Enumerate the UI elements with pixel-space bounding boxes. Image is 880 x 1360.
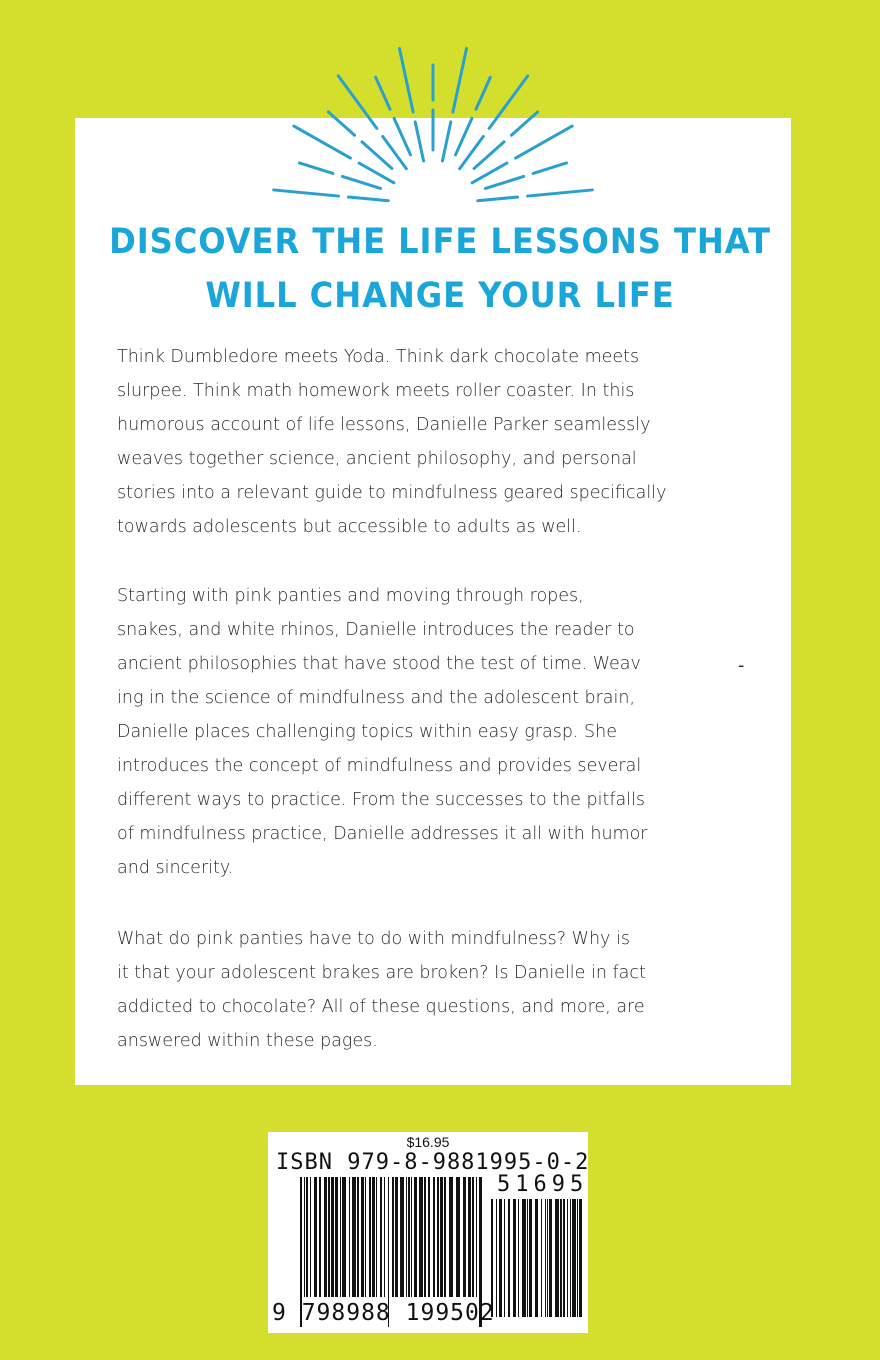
text-line: Danielle places challenging topics within easy grasp. She — [117, 722, 618, 742]
barcode-bar — [572, 1199, 576, 1317]
barcode-bar — [527, 1199, 528, 1317]
barcode-bar — [306, 1177, 308, 1297]
barcode-bar — [310, 1177, 311, 1297]
text-line: answered within these pages. — [117, 1031, 378, 1051]
price-supplement-digits: 51695 — [497, 1172, 589, 1197]
barcode-bar — [324, 1177, 327, 1297]
sunburst-ray — [528, 190, 593, 196]
sunburst-ray — [511, 112, 537, 135]
isbn-label: ISBN 979-8-9881995-0-2 — [276, 1150, 590, 1175]
barcode-bar — [560, 1199, 562, 1317]
text-line: different ways to practice. From the successes to the pitfalls — [117, 790, 646, 810]
paragraph-2 — [117, 579, 648, 885]
barcode-bar — [496, 1199, 497, 1317]
barcode-bar — [437, 1177, 439, 1297]
sunburst-ray — [453, 49, 467, 113]
barcode-bar — [408, 1177, 410, 1297]
headline-line-1: DISCOVER THE LIFE LESSONS THAT — [109, 222, 771, 262]
text-line: snakes, and white rhinos, Danielle introduces the reader to — [117, 620, 635, 640]
barcode-bar — [535, 1199, 538, 1317]
barcode-bar — [342, 1177, 346, 1297]
barcode-bar — [577, 1199, 578, 1317]
barcode-bar — [468, 1177, 471, 1297]
barcode-bar — [304, 1177, 305, 1297]
sunburst-ray — [400, 49, 414, 113]
barcode-bar — [349, 1177, 350, 1297]
barcode-bar — [508, 1199, 510, 1317]
barcode-bar — [406, 1177, 407, 1297]
barcode-bar — [328, 1177, 330, 1297]
barcode-bar — [335, 1177, 338, 1297]
sunburst-ray — [533, 163, 566, 174]
text-line: of mindfulness practice, Danielle addresses it all with humor — [117, 824, 648, 844]
barcode-bar — [444, 1177, 446, 1297]
sunburst-ray — [489, 76, 527, 128]
text-line: it that your adolescent brakes are broken? Is Danielle in fact — [117, 963, 646, 983]
barcode-bar — [361, 1177, 364, 1297]
sunburst-ray — [328, 112, 354, 135]
barcode-bar — [513, 1199, 516, 1317]
barcode-bar — [499, 1199, 502, 1317]
text-line: ing in the science of mindfulness and the adolescent brain, — [117, 688, 636, 708]
barcode-bar — [555, 1199, 559, 1317]
text-line: Starting with pink panties and moving through ropes, — [117, 586, 584, 606]
paragraph-1 — [117, 340, 666, 544]
barcode-bar — [392, 1177, 394, 1297]
barcode-bar — [579, 1199, 582, 1317]
sunburst-ray — [474, 142, 504, 169]
text-line: Think Dumbledore meets Yoda. Think dark chocolate meets — [117, 347, 640, 367]
barcode-bar — [376, 1177, 377, 1297]
barcode-bar — [518, 1199, 519, 1317]
barcode-bar — [541, 1199, 542, 1317]
barcode-bar — [352, 1177, 356, 1297]
barcode-bar — [549, 1199, 552, 1317]
sunburst-ray — [274, 190, 339, 196]
text-line: weaves together science, ancient philosophy, and personal — [117, 449, 637, 469]
text-line: humorous account of life lessons, Danielle Parker seamlessly — [117, 415, 651, 435]
sunburst-ray — [338, 76, 376, 128]
sunburst-ray — [362, 142, 392, 169]
sunburst-ray — [476, 77, 490, 109]
text-line: introduces the concept of mindfulness and provides several — [117, 756, 642, 776]
barcode-bar — [340, 1177, 341, 1297]
barcode-bar — [357, 1177, 359, 1297]
barcode-bar — [365, 1177, 366, 1297]
barcode-bar — [476, 1177, 477, 1297]
barcode-bar — [463, 1177, 466, 1297]
barcode-bar — [472, 1177, 474, 1297]
barcode-bar — [369, 1177, 371, 1297]
text-line: and sincerity. — [117, 858, 234, 878]
barcode-bar — [504, 1199, 505, 1317]
sunburst-ray — [415, 122, 423, 161]
barcode-bar — [314, 1177, 317, 1297]
text-line: stories into a relevant guide to mindfulness geared specifically — [117, 483, 667, 503]
text-line: slurpee. Think math homework meets roller coaster. In this — [117, 381, 635, 401]
barcode-bar — [449, 1177, 453, 1297]
sunburst-decoration — [0, 0, 880, 260]
sunburst-ray — [299, 163, 332, 174]
price-label: $16.95 — [406, 1134, 450, 1150]
sunburst-ray — [294, 126, 351, 158]
headline-line-2: WILL CHANGE YOUR LIFE — [205, 276, 675, 316]
barcode-bar — [428, 1177, 430, 1297]
sunburst-ray — [516, 126, 573, 158]
ean-digits: 9 798988 199502 — [272, 1300, 495, 1326]
sunburst-ray — [394, 118, 410, 154]
barcode-bar — [545, 1199, 546, 1317]
text-line: What do pink panties have to do with mindfulness? Why is — [117, 929, 630, 949]
hyphenation-mark: - — [738, 656, 745, 676]
sunburst-ray — [456, 118, 472, 154]
text-line: addicted to chocolate? All of these questions, and more, are — [117, 997, 645, 1017]
barcode-bar — [424, 1177, 426, 1297]
barcode-bar — [567, 1199, 568, 1317]
barcode-bar — [570, 1199, 571, 1317]
barcode-bar — [529, 1199, 532, 1317]
barcode-bar — [384, 1177, 385, 1297]
barcode-bar — [380, 1177, 382, 1297]
barcode-bar — [456, 1177, 460, 1297]
barcode-bar — [547, 1199, 548, 1317]
barcode-bar — [319, 1177, 321, 1297]
barcode-bar — [414, 1177, 417, 1297]
barcode-bar — [331, 1177, 334, 1297]
text-line: ancient philosophies that have stood the test of time. Weav — [117, 654, 641, 674]
sunburst-ray — [342, 176, 380, 188]
text-line: towards adolescents but accessible to adults as well. — [117, 517, 582, 537]
barcode-bar — [372, 1177, 375, 1297]
barcode-bar — [395, 1177, 398, 1297]
sunburst-ray — [348, 197, 388, 201]
sunburst-ray — [485, 176, 523, 188]
barcode-bar — [411, 1177, 412, 1297]
sunburst-ray — [376, 77, 390, 109]
barcode-bar — [563, 1199, 565, 1317]
barcode-bar — [440, 1177, 443, 1297]
paragraph-3 — [117, 922, 646, 1058]
barcode-bar — [400, 1177, 404, 1297]
sunburst-ray — [478, 197, 518, 201]
barcode-bar — [433, 1177, 435, 1297]
barcode-bar — [419, 1177, 423, 1297]
sunburst-ray — [442, 122, 450, 161]
barcode-bar — [522, 1199, 526, 1317]
